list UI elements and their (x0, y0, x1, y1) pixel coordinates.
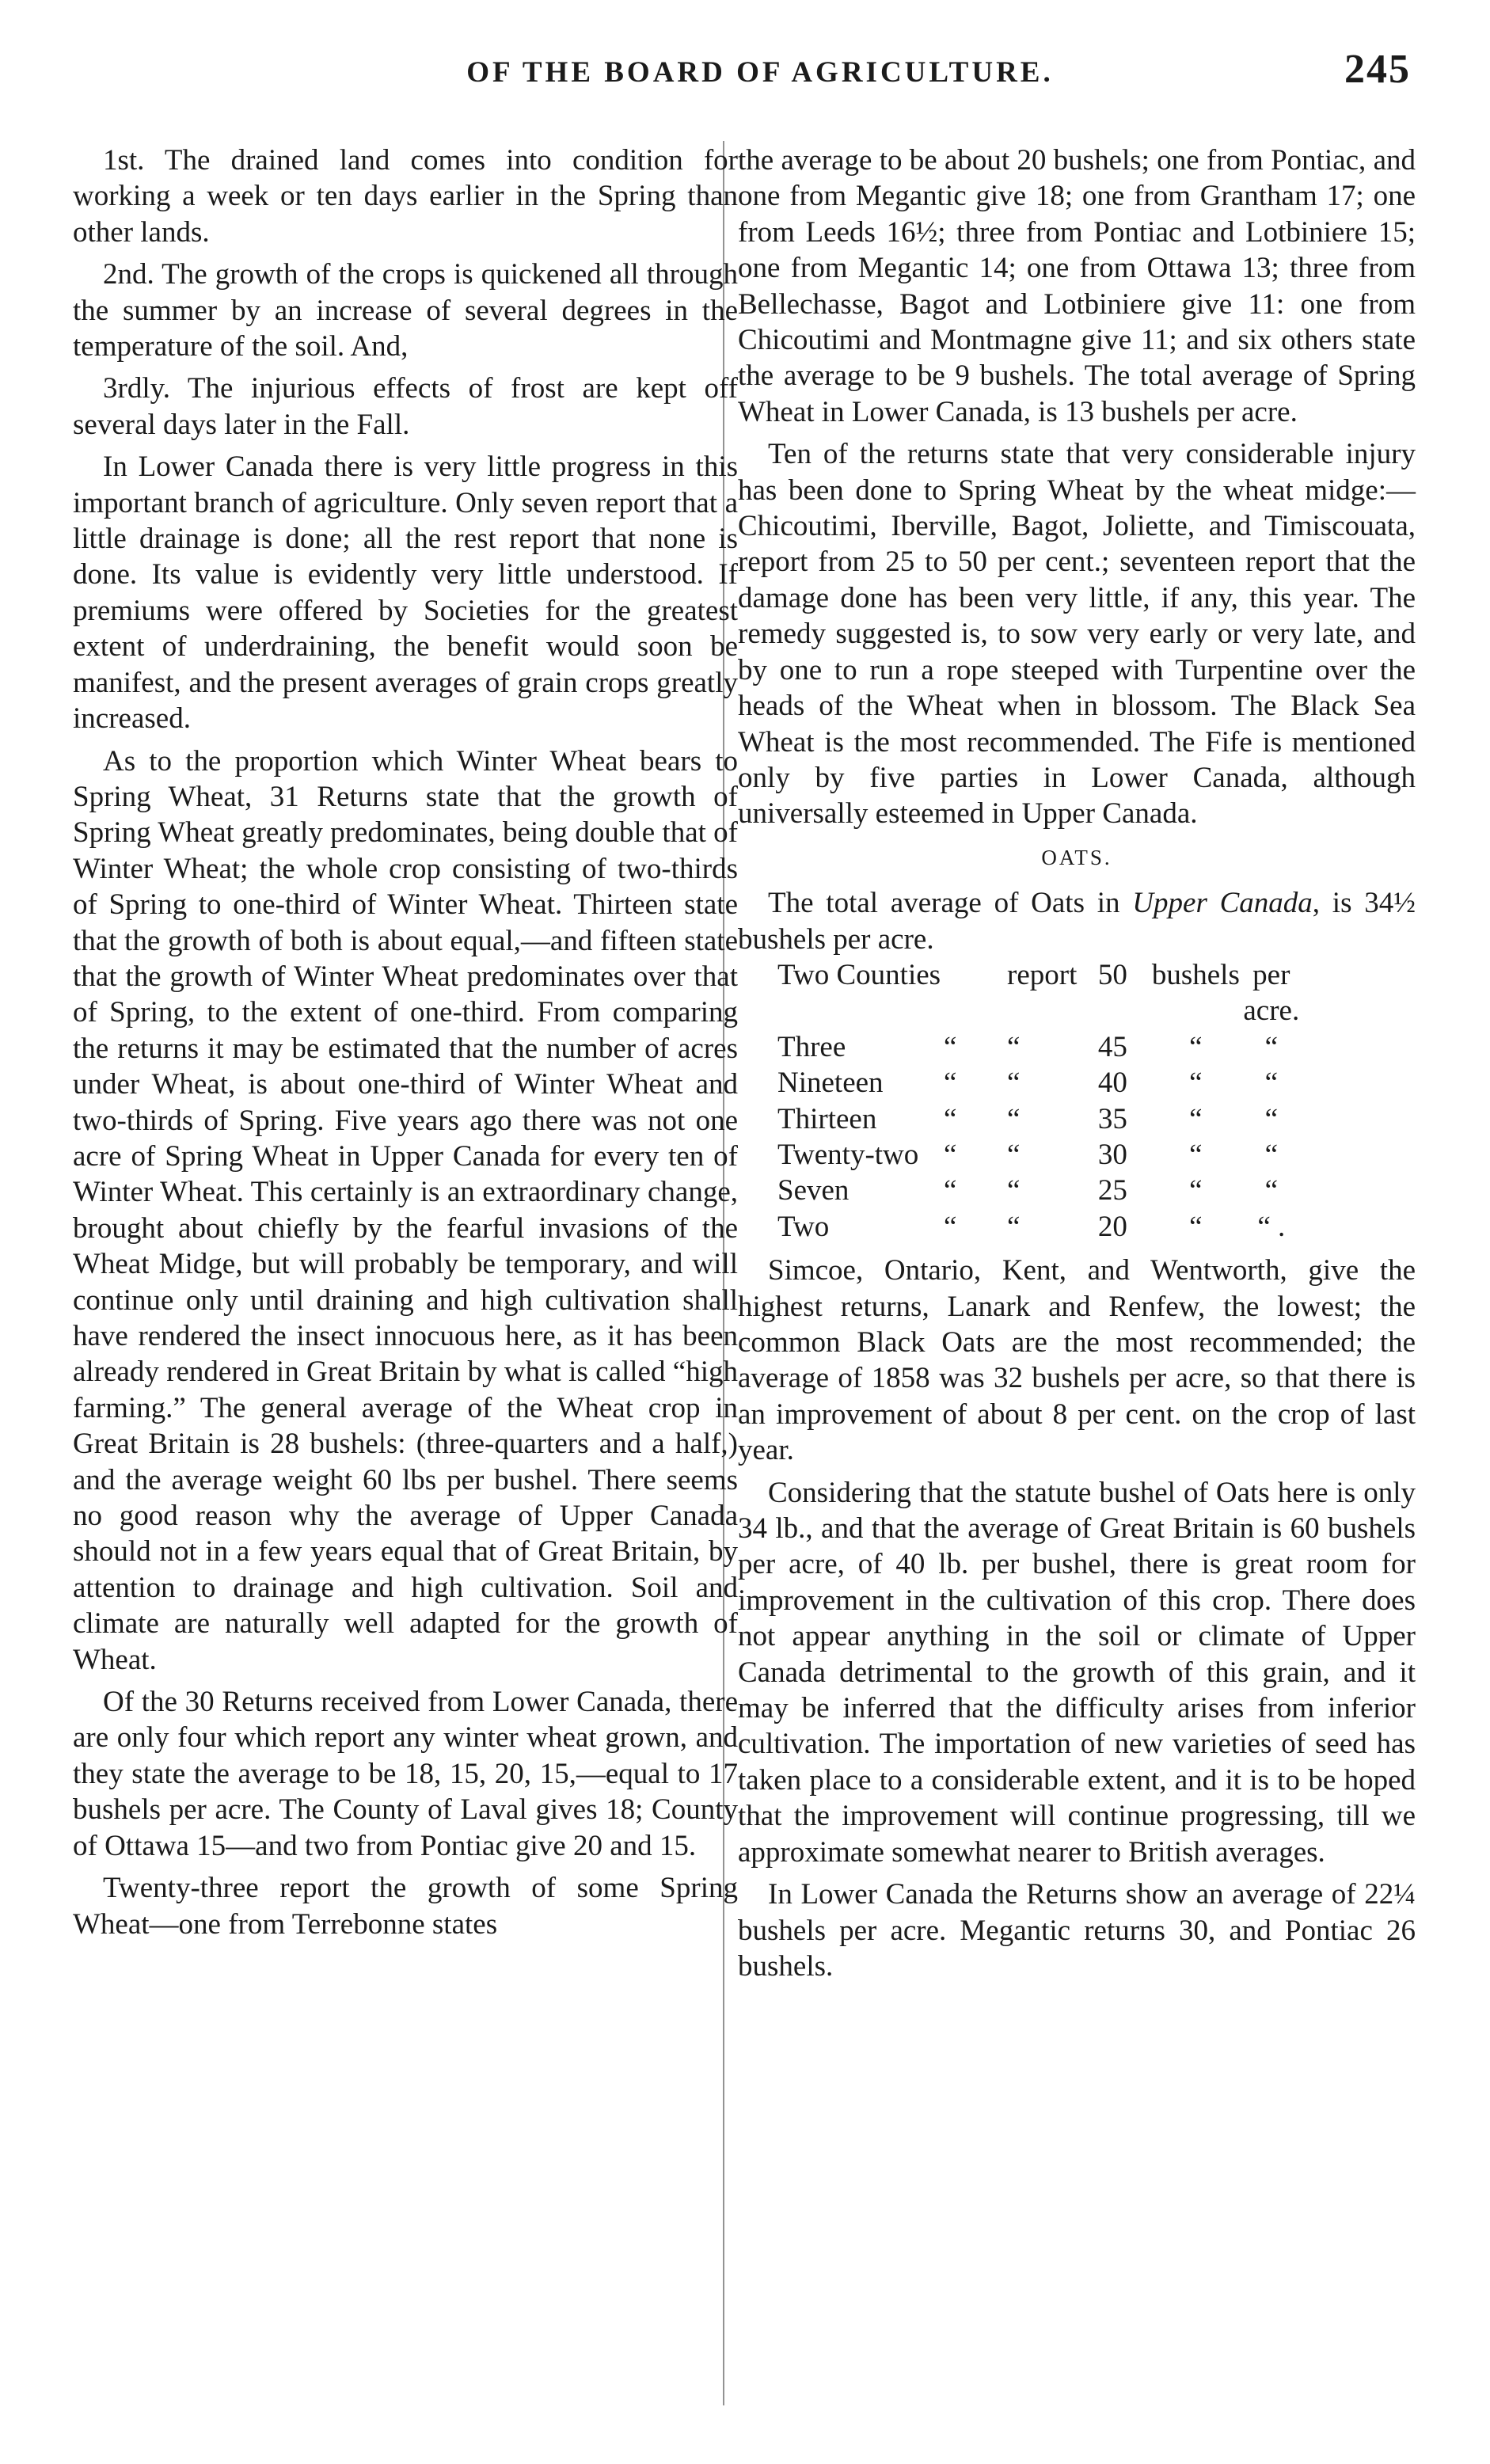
table-cell: 20 (1097, 1210, 1127, 1243)
table-cell: “ (1189, 1030, 1203, 1063)
table-cell: 50 (1097, 958, 1127, 991)
table-cell: “ (1264, 1102, 1278, 1135)
table-cell: “ (1189, 1138, 1203, 1171)
table-cell: Thirteen (777, 1102, 877, 1135)
page-number: 245 (1344, 47, 1411, 92)
table-cell: “ (944, 1067, 957, 1100)
paragraph-frost-effects: 3rdly. The injurious effects of frost are kept off several days later in the Fall. (73, 372, 738, 441)
table-cell: “ (944, 1174, 957, 1207)
table-cell: “ (1189, 1102, 1203, 1135)
table-cell: “ (1189, 1174, 1203, 1207)
table-cell: “ (1264, 1030, 1278, 1063)
table-cell: “ (1189, 1067, 1203, 1100)
table-cell: Two (777, 1210, 830, 1243)
table-cell: “ (1007, 1174, 1021, 1207)
table-cell: Nineteen (777, 1067, 884, 1100)
section-heading-oats: OATS. (1041, 845, 1112, 869)
table-cell: “ (1189, 1210, 1203, 1243)
table-row (777, 957, 1299, 1029)
table-cell: “ (944, 1102, 957, 1135)
paragraph-growth-quickened: 2nd. The growth of the crops is quickened all through the summer by an increase of several degrees in the temperature of the soil. And, (73, 258, 738, 363)
table-cell: “ (1007, 1102, 1021, 1135)
table-cell: “ (1007, 1030, 1021, 1063)
table-row (777, 1137, 1299, 1173)
right-column (738, 143, 1416, 1991)
oats-average-place: Upper Canada (1132, 887, 1313, 920)
paragraph-winter-spring-wheat: As to the proportion which Winter Wheat bears to Spring Wheat, 31 Returns state that the growth of Spring Wheat greatly predominates, being double that of Winter Wheat; the whole crop consisting of two-thirds of Spring to one-third of Winter Wheat. Thirteen state that the growth of both is about equal,—and fifteen state that the growth of Winter Wheat predominates over that of Spring, to the extent of one-third. From comparing the returns it may be estimated that the number of acres under Wheat, is about one-third of Winter Wheat and two-thirds of Spring. Five years ago there was not one acre of Spring Wheat in Upper Canada for every ten of Winter Wheat. This certainly is an extraordinary change, brought about chiefly by the fearful invasions of the Wheat Midge, but will probably be temporary, and will continue only until draining and high cultivation shall have rendered the insect innocuous here, as it has been already rendered in Great Britain by what is called “high farming.” The general average of the Wheat crop in Great Britain is 28 bushels: (three-quarters and a half,) and the average weight 60 lbs per bushel. There seems no good reason why the average of Upper Canada should not in a few years equal that of Great Britain, by attention to drainage and high cultivation. Soil and climate are naturally well adapted for the growth of Wheat. (73, 744, 738, 1676)
table-row (777, 1101, 1299, 1137)
paragraph-oats-counties: Simcoe, Ontario, Kent, and Wentworth, give the highest returns, Lanark and Renfew, the lowest; the common Black Oats are the most recommended; the average of 1858 was 32 bushels per acre, so that there is an improvement of about 8 per cent. on the crop of last year. (738, 1254, 1416, 1467)
table-row (777, 1173, 1299, 1208)
paragraph-lower-canada-oats: In Lower Canada the Returns show an average of 22¼ bushels per acre. Megantic returns 30, and Pontiac 26 bushels. (738, 1878, 1416, 1983)
table-cell: Twenty-two (777, 1138, 919, 1171)
paragraph-oats-average (738, 885, 1416, 957)
table-cell: “ (1007, 1067, 1021, 1100)
table-cell: 30 (1097, 1138, 1127, 1171)
table-cell: “ . (1257, 1210, 1286, 1243)
table-cell: 40 (1097, 1067, 1127, 1100)
oats-county-table (777, 957, 1299, 1245)
table-cell: per acre. (1243, 958, 1300, 1028)
oats-average-text-b: , is 34½ bushels per acre. (738, 887, 1416, 956)
oats-average-text-a: The total average of Oats in (768, 887, 1133, 920)
table-cell: Three (777, 1030, 846, 1063)
table-row (777, 1065, 1299, 1101)
table-row (777, 1029, 1299, 1065)
table-row (777, 1209, 1299, 1245)
paragraph-lower-canada-returns: Of the 30 Returns received from Lower Canada, there are only four which report any winter wheat grown, and they state the average to be 18, 15, 20, 15,—equal to 17 bushels per acre. The County of Laval gives 18; County of Ottawa 15—and two from Pontiac give 20 and 15. (73, 1686, 738, 1862)
table-cell: “ (944, 1030, 957, 1063)
paragraph-oats-improvement: Considering that the statute bushel of Oats here is only 34 lb., and that the average of Great Britain is 60 bushels per acre, of 40 lb. per bushel, there is great room for improvement in the cultivation of this crop. There does not appear anything in the soil or climate of Upper Canada detrimental to the growth of this grain, and it may be inferred that the difficulty arises from inferior cultivation. The importation of new varieties of seed has taken place to a considerable extent, and it is to be hoped that the improvement will continue progressing, till we approximate somewhat nearer to British averages. (738, 1476, 1416, 1869)
table-cell: report (1007, 958, 1078, 991)
left-column (73, 143, 738, 1949)
table-cell: 25 (1097, 1174, 1127, 1207)
running-title: OF THE BOARD OF AGRICULTURE. (466, 56, 1054, 89)
table-cell: Seven (777, 1174, 850, 1207)
paragraph-lower-canada-drainage: In Lower Canada there is very little progress in this important branch of agriculture. Only seven report that a little drainage is done; all the rest report that none is done. Its value is evidently very little understood. If premiums were offered by Societies for the greatest extent of underdraining, the benefit would soon be manifest, and the present averages of grain crops greatly increased. (73, 451, 738, 736)
table-cell: Two Counties (777, 958, 941, 991)
paragraph-spring-wheat-start: Twenty-three report the growth of some Spring Wheat—one from Terrebonne states (73, 1872, 738, 1941)
table-cell: “ (944, 1210, 957, 1243)
table-cell: “ (1264, 1067, 1278, 1100)
table-cell: “ (1264, 1138, 1278, 1171)
table-cell: “ (1007, 1210, 1021, 1243)
paragraph-drained-land: 1st. The drained land comes into condition for working a week or ten days earlier in the Spring than other lands. (73, 144, 738, 249)
paragraph-wheat-midge: Ten of the returns state that very considerable injury has been done to Spring Wheat by the wheat midge:—Chicoutimi, Iberville, Bagot, Joliette, and Timiscouata, report from 25 to 50 per cent.; seventeen report that the damage done has been very little, if any, this year. The remedy suggested is, to sow very early or very late, and by one to run a rope steeped with Turpentine over the heads of the Wheat when in blossom. The Black Sea Wheat is the most recommended. The Fife is mentioned only by five parties in Lower Canada, although universally esteemed in Upper Canada. (738, 438, 1416, 831)
table-cell: bushels (1151, 958, 1240, 991)
table-cell: “ (944, 1138, 957, 1171)
table-cell: 35 (1097, 1102, 1127, 1135)
table-cell: “ (1007, 1138, 1021, 1171)
table-cell: “ (1264, 1174, 1278, 1207)
paragraph-spring-wheat-averages: the average to be about 20 bushels; one from Pontiac, and one from Megantic give 18; one from Grantham 17; one from Leeds 16½; three from Pontiac and Lotbiniere 15; one from Megantic 14; one from Ottawa 13; three from Bellechasse, Bagot and Lotbiniere give 11: one from Chicoutimi and Montmagne give 11; and six others state the average to be 9 bushels. The total average of Spring Wheat in Lower Canada, is 13 bushels per acre. (738, 144, 1416, 428)
table-cell: 45 (1097, 1030, 1127, 1063)
